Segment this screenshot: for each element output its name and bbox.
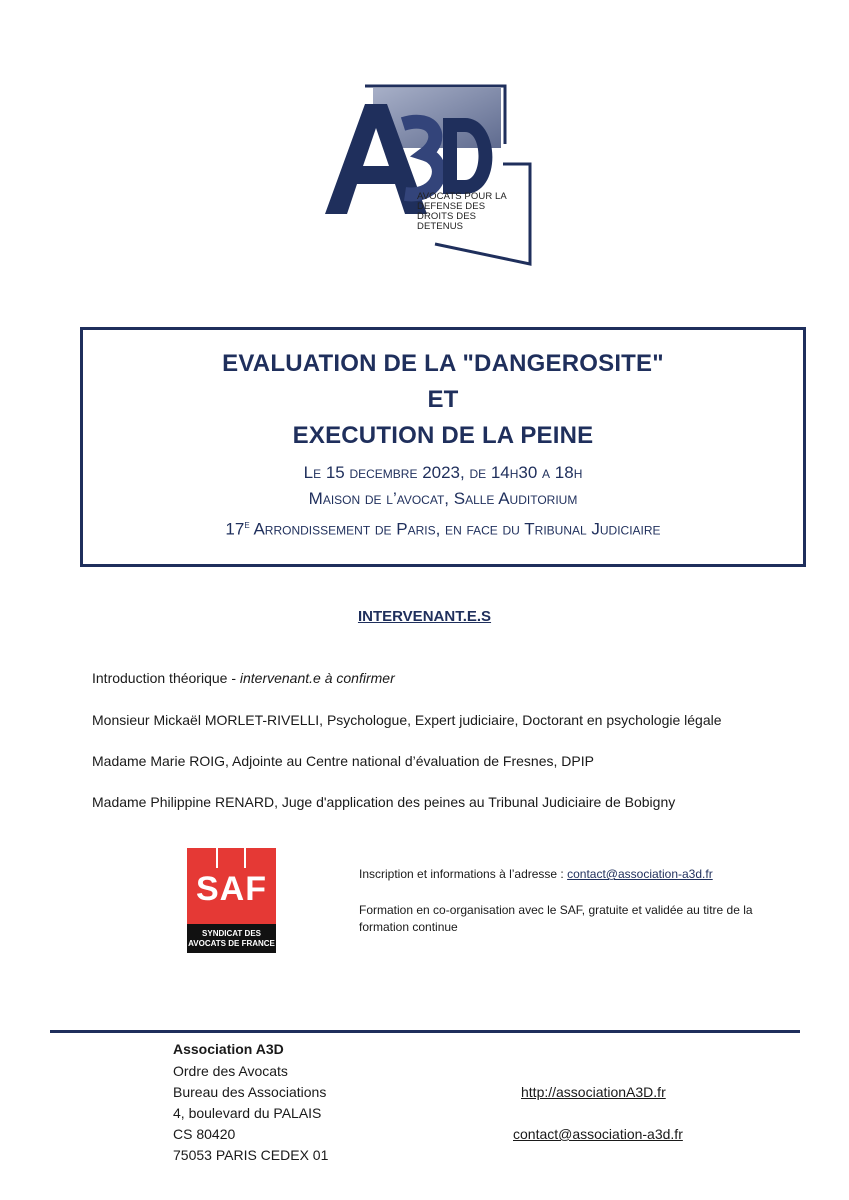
footer-address-line: 75053 PARIS CEDEX 01 [173, 1147, 329, 1163]
intro-label: Introduction théorique - [92, 670, 240, 686]
speakers-heading: INTERVENANT.E.S [357, 608, 492, 625]
logo-tagline-2: DEFENSE DES [417, 201, 486, 212]
title-line-1: EVALUATION DE LA "DANGEROSITE" [222, 350, 664, 377]
speaker-item: Madame Philippine RENARD, Juge d'application des peines au Tribunal Judiciaire de Bobigny [92, 794, 676, 810]
inscription-info [359, 866, 713, 883]
footer-email-link[interactable]: contact@association-a3d.fr [513, 1126, 683, 1142]
footer-address-line: Bureau des Associations [173, 1084, 327, 1100]
formation-line-1: Formation en co-organisation avec le SAF, gratuite et validée au titre de la [359, 903, 753, 917]
saf-band [187, 924, 276, 953]
event-venue: Maison de l’avocat, Salle Auditorium [308, 489, 578, 508]
footer-name: Association A3D [173, 1041, 284, 1057]
saf-line-1: SYNDICAT DES [202, 929, 261, 938]
speaker-item: Monsieur Mickaël MORLET-RIVELLI, Psychologue, Expert judiciaire, Doctorant en psychologie légale [92, 712, 722, 728]
footer-website-link[interactable]: http://associationA3D.fr [521, 1084, 666, 1100]
inscription-label: Inscription et informations à l’adresse : [359, 867, 568, 881]
footer-address-line: 4, boulevard du PALAIS [173, 1105, 322, 1121]
location-sup: e [244, 519, 250, 531]
inscription-email-link[interactable]: contact@association-a3d.fr [567, 867, 713, 881]
event-location [83, 512, 803, 543]
title-line-3: EXECUTION DE LA PEINE [292, 422, 594, 449]
formation-line-2: formation continue [359, 920, 458, 934]
footer-divider [50, 1030, 800, 1033]
saf-logo [187, 848, 276, 953]
speaker-intro [92, 670, 395, 686]
saf-line-2: AVOCATS DE FRANCE [188, 939, 275, 948]
title-line-2: ET [427, 386, 459, 413]
event-date: Le 15 decembre 2023, de 14h30 a 18h [303, 463, 583, 482]
saf-mark: SAF [196, 870, 267, 908]
a3d-logo-graphic [325, 84, 537, 268]
title-box [80, 327, 806, 567]
speaker-item: Madame Marie ROIG, Adjointe au Centre national d’évaluation de Fresnes, DPIP [92, 753, 594, 769]
intro-note: intervenant.e à confirmer [239, 670, 395, 686]
location-prefix: 17 [225, 519, 245, 539]
footer-address-line: CS 80420 [173, 1126, 236, 1142]
logo-tagline-3: DROITS DES [417, 211, 477, 222]
footer-address-line: Ordre des Avocats [173, 1063, 288, 1079]
logo-tagline-1: AVOCATS POUR LA [417, 191, 507, 202]
location-rest: Arrondissement de Paris, en face du Tribunal Judiciaire [249, 519, 661, 539]
logo-tagline-4: DETENUS [417, 221, 464, 232]
a3d-logo [325, 84, 537, 268]
